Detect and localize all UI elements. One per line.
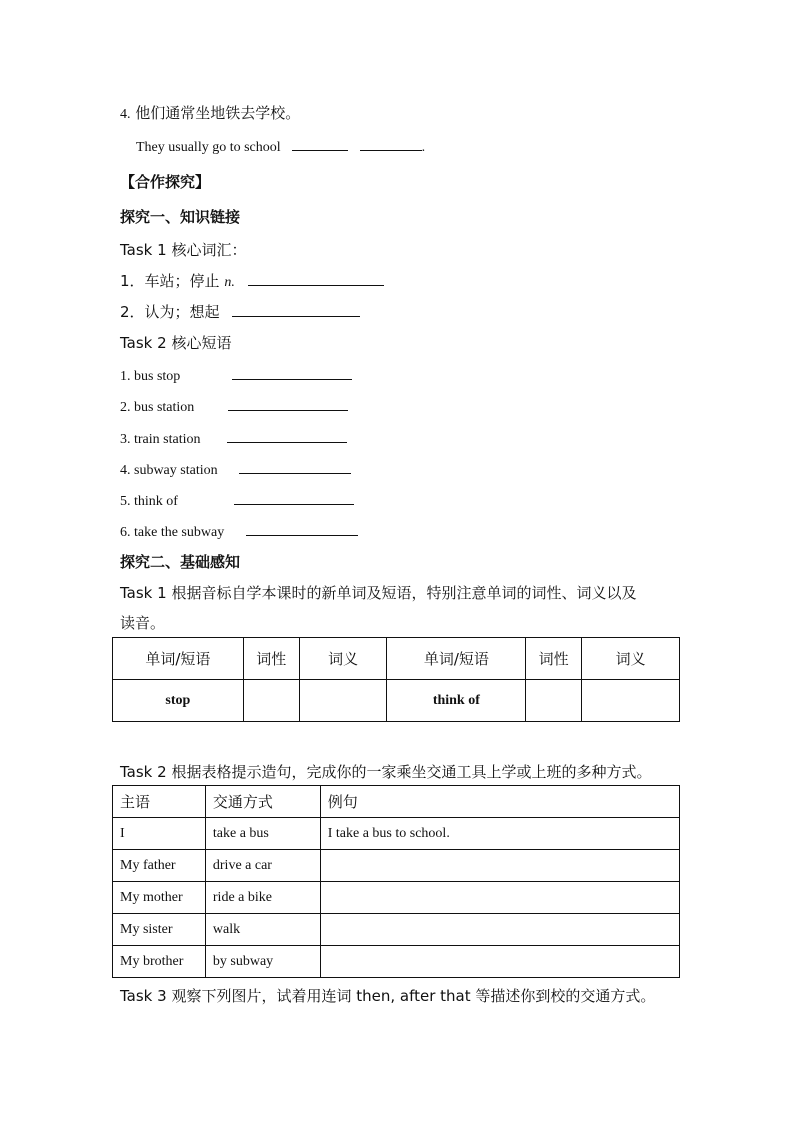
word-cell: think of xyxy=(387,680,526,722)
header-cell: 词性 xyxy=(526,638,582,680)
phrase-item-6 xyxy=(120,521,358,541)
transport-cell: walk xyxy=(205,914,320,946)
answer-cell[interactable] xyxy=(582,680,680,722)
table-row xyxy=(113,680,680,722)
phrase-item-3 xyxy=(120,428,347,448)
part1-task2-title: Task 2 核心短语 xyxy=(120,334,232,352)
part2-task3-title: Task 3 观察下列图片，试着用连词 then, after that 等描述你到校的交通方式。 xyxy=(120,987,656,1005)
subject-cell: My sister xyxy=(113,914,206,946)
header-cell: 单词/短语 xyxy=(387,638,526,680)
transport-cell: by subway xyxy=(205,946,320,978)
answer-cell[interactable] xyxy=(243,680,299,722)
transport-table xyxy=(112,785,680,978)
answer-prefix: They usually go to school xyxy=(136,140,281,155)
example-cell: I take a bus to school. xyxy=(320,818,679,850)
example-cell[interactable] xyxy=(320,850,679,882)
part2-title: 探究二、基础感知 xyxy=(120,553,241,571)
header-cell: 单词/短语 xyxy=(113,638,244,680)
subject-cell: My brother xyxy=(113,946,206,978)
table-header-row xyxy=(113,638,680,680)
question-prompt: 他们通常坐地铁去学校。 xyxy=(135,104,301,122)
question-number: 4. xyxy=(120,107,131,122)
phrase-label: 3. train station xyxy=(120,432,201,447)
answer-cell[interactable] xyxy=(299,680,387,722)
phrase-label: 4. subway station xyxy=(120,463,218,478)
phrase-blank[interactable] xyxy=(246,521,358,536)
subject-cell: My mother xyxy=(113,882,206,914)
header-cell: 例句 xyxy=(320,786,679,818)
header-cell: 主语 xyxy=(113,786,206,818)
part2-task1-line2: 读音。 xyxy=(120,614,166,632)
answer-cell[interactable] xyxy=(526,680,582,722)
part1-task1-title: Task 1 核心词汇： xyxy=(120,241,247,259)
header-cell: 交通方式 xyxy=(205,786,320,818)
example-cell[interactable] xyxy=(320,882,679,914)
vocab-blank-1[interactable] xyxy=(248,271,384,286)
vocab-blank-2[interactable] xyxy=(232,302,360,317)
vocab-pos: n. xyxy=(224,275,235,290)
table-row xyxy=(113,914,680,946)
vocab-num: 2． xyxy=(120,303,145,321)
phrase-item-1 xyxy=(120,365,352,385)
part2-task2-title: Task 2 根据表格提示造句，完成你的一家乘坐交通工具上学或上班的多种方式。 xyxy=(120,763,652,781)
table-row xyxy=(113,946,680,978)
vocab-text: 认为；想起 xyxy=(144,303,220,321)
table-header-row xyxy=(113,786,680,818)
phrase-blank[interactable] xyxy=(239,459,351,474)
header-cell: 词义 xyxy=(299,638,387,680)
answer-blank-1[interactable] xyxy=(292,136,348,151)
transport-cell: drive a car xyxy=(205,850,320,882)
phrase-blank[interactable] xyxy=(228,396,348,411)
example-cell[interactable] xyxy=(320,946,679,978)
vocab-num: 1． xyxy=(120,272,145,290)
word-cell: stop xyxy=(113,680,244,722)
phrase-blank[interactable] xyxy=(234,490,354,505)
part1-title: 探究一、知识链接 xyxy=(120,208,241,226)
subject-cell: My father xyxy=(113,850,206,882)
vocab-text: 车站；停止 xyxy=(144,272,220,290)
transport-cell: ride a bike xyxy=(205,882,320,914)
phrase-item-4 xyxy=(120,459,351,479)
phrase-label: 2. bus station xyxy=(120,400,195,415)
header-cell: 词义 xyxy=(582,638,680,680)
answer-suffix: . xyxy=(421,140,426,155)
phrase-item-2 xyxy=(120,396,348,416)
phrase-label: 6. take the subway xyxy=(120,525,225,540)
question-4 xyxy=(120,102,300,123)
phrase-label: 5. think of xyxy=(120,494,178,509)
phrase-label: 1. bus stop xyxy=(120,369,181,384)
section-title: 【合作探究】 xyxy=(120,173,211,191)
answer-blank-2[interactable] xyxy=(360,136,422,151)
vocab-table xyxy=(112,637,680,722)
table-row xyxy=(113,850,680,882)
phrase-blank[interactable] xyxy=(227,428,347,443)
vocab-item-2 xyxy=(120,301,360,322)
table-row xyxy=(113,882,680,914)
table-row xyxy=(113,818,680,850)
header-cell: 词性 xyxy=(243,638,299,680)
vocab-item-1 xyxy=(120,270,384,291)
phrase-item-5 xyxy=(120,490,354,510)
example-cell[interactable] xyxy=(320,914,679,946)
part2-task1-line1: Task 1 根据音标自学本课时的新单词及短语，特别注意单词的词性、词义以及 xyxy=(120,584,637,602)
subject-cell: I xyxy=(113,818,206,850)
question-4-answer xyxy=(136,136,425,156)
phrase-blank[interactable] xyxy=(232,365,352,380)
transport-cell: take a bus xyxy=(205,818,320,850)
